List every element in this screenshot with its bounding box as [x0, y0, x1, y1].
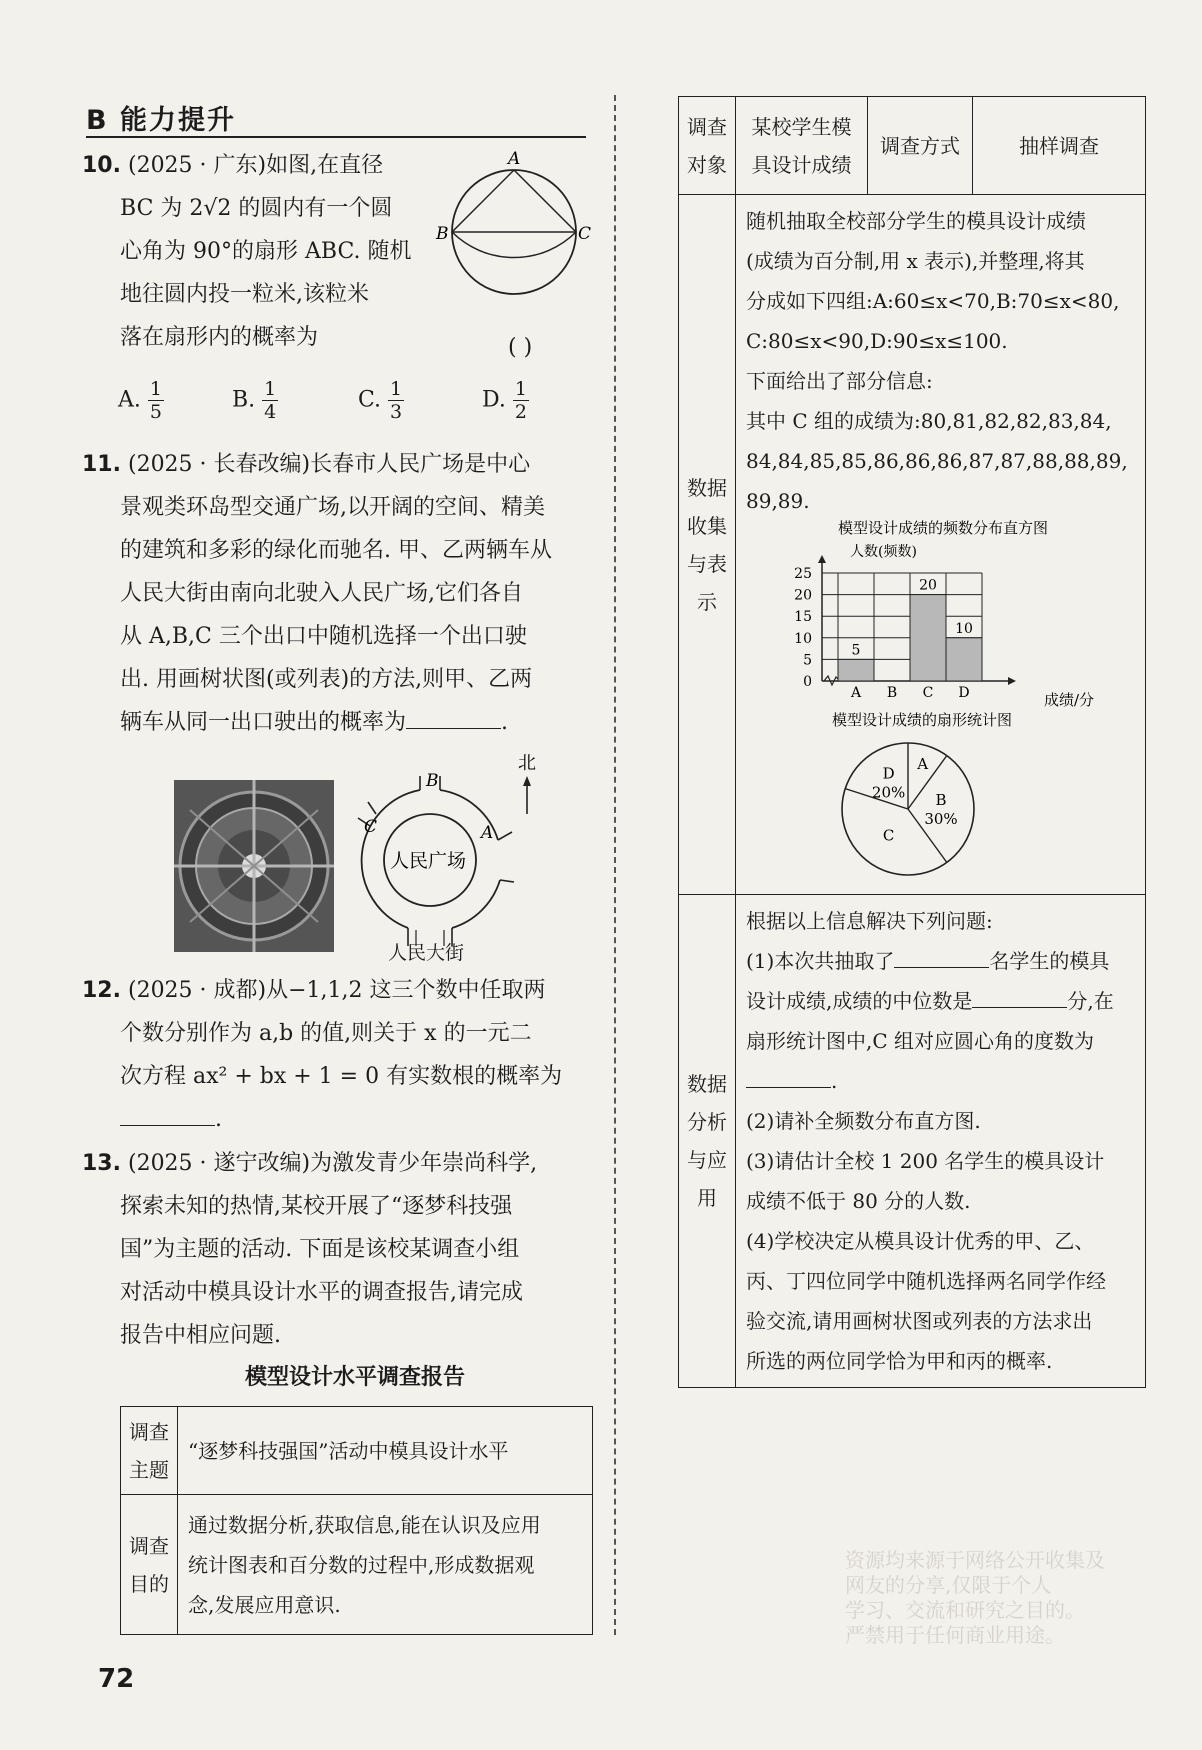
report-purpose	[178, 1495, 593, 1635]
label-line: 示	[697, 589, 717, 614]
histogram-ytick-label: 0	[803, 674, 812, 690]
section-underline	[86, 136, 586, 138]
histogram-title: 模型设计成绩的频数分布直方图	[838, 519, 1049, 537]
report-method: 抽样调查	[973, 97, 1146, 195]
analysis-text: 设计成绩,成绩的中位数是	[746, 989, 973, 1013]
watermark	[845, 1548, 1195, 1648]
q13-line: 报告中相应问题.	[120, 1323, 281, 1348]
pie-slice-label: B	[935, 791, 947, 809]
pie-slice-percent: 30%	[924, 810, 958, 828]
histogram-ytick-label: 25	[794, 566, 812, 582]
q10-option-d[interactable]	[482, 378, 529, 423]
histogram-value-label: 10	[955, 620, 973, 637]
q10-number: 10.	[82, 153, 121, 178]
watermark-line: 学习、交流和研究之目的。	[845, 1598, 1085, 1622]
histogram-ytick-label: 20	[794, 587, 812, 604]
section-title	[86, 98, 236, 137]
analysis-text: 名学生的模具	[989, 949, 1110, 973]
q10-line: 落在扇形内的概率为	[120, 325, 319, 350]
fraction-numerator: 1	[514, 378, 527, 400]
q11-end: .	[501, 710, 509, 735]
question-11	[82, 443, 552, 744]
q10-circle-figure	[436, 150, 596, 300]
q10-option-c[interactable]	[358, 378, 404, 423]
question-12	[82, 969, 562, 1141]
q11-line: 出. 用画树状图(或列表)的方法,则甲、乙两	[120, 667, 533, 692]
report-analysis-label	[679, 895, 736, 1388]
collect-line: 分成如下四组:A:60≤x<70,B:70≤x<80,	[746, 289, 1120, 313]
report-table-left	[120, 1406, 593, 1635]
histogram-x-arrow	[1008, 677, 1016, 685]
report-collect-label	[679, 195, 736, 895]
report-object	[736, 97, 868, 195]
watermark-line: 网友的分享,仅限于个人	[845, 1573, 1052, 1597]
analysis-text: (1)本次共抽取了	[746, 949, 895, 973]
analysis-text: 扇形统计图中,C 组对应圆心角的度数为	[746, 1029, 1095, 1053]
q11-line: 的建筑和多彩的绿化而驰名. 甲、乙两辆车从	[120, 538, 552, 563]
fraction-denominator: 4	[264, 401, 277, 423]
q10-answer-paren: ( )	[508, 335, 533, 360]
histogram-ylabel: 人数(频数)	[850, 544, 917, 560]
histogram-category-label: C	[922, 685, 934, 701]
q13-line: 探索未知的热情,某校开展了“逐梦科技强	[120, 1194, 513, 1219]
q12-answer-blank[interactable]	[120, 1103, 215, 1126]
fraction-denominator: 2	[514, 401, 527, 423]
analysis-question-4: 所选的两位同学恰为甲和丙的概率.	[746, 1349, 1053, 1373]
analysis-intro: 根据以上信息解决下列问题:	[746, 909, 993, 933]
label-line: 与应	[687, 1148, 727, 1172]
q11-center-label: 人民广场	[390, 850, 467, 872]
purpose-line: 统计图表和百分数的过程中,形成数据观	[188, 1552, 535, 1577]
q11-exit-b: B	[426, 771, 439, 791]
option-fraction	[262, 378, 278, 423]
fraction-denominator: 5	[149, 401, 162, 423]
report-topic: “逐梦科技强国”活动中模具设计水平	[178, 1407, 593, 1495]
label-line: 与表	[687, 551, 727, 576]
q10-option-a[interactable]	[118, 378, 164, 423]
histogram-y-arrow	[818, 555, 826, 563]
q11-aerial-photo	[174, 780, 334, 952]
report-method-label: 调查方式	[868, 97, 973, 195]
histogram-value-label: 20	[919, 577, 937, 594]
histogram-xlabel: 成绩/分	[1044, 691, 1095, 709]
purpose-line: 通过数据分析,获取信息,能在认识及应用	[188, 1512, 541, 1537]
label-line: 分析	[687, 1110, 727, 1134]
pie-slice-label: C	[882, 826, 895, 845]
pie-chart	[796, 711, 1096, 881]
q10-line: (2025 · 广东)如图,在直径	[127, 153, 384, 178]
q13-number: 13.	[82, 1151, 121, 1176]
q11-line: 人民大街由南向北驶入人民广场,它们各自	[120, 581, 523, 606]
q11-exit-a: A	[481, 823, 494, 843]
q12-line: (2025 · 成都)从−1,1,2 这三个数中任取两	[127, 978, 546, 1003]
sample-size-blank[interactable]	[894, 945, 989, 968]
collect-line: 84,84,85,85,86,86,86,87,87,88,88,89,	[746, 449, 1128, 473]
label-line: 数据	[687, 475, 727, 500]
question-13	[82, 1142, 537, 1357]
q11-line: (2025 · 长春改编)长春市人民广场是中心	[127, 452, 531, 477]
option-letter: D.	[482, 387, 506, 413]
analysis-question-4: (4)学校决定从模具设计优秀的甲、乙、	[746, 1229, 1095, 1253]
histogram-bar	[946, 638, 982, 681]
histogram-chart	[776, 519, 1095, 711]
watermark-line: 严禁用于任何商业用途。	[845, 1623, 1065, 1647]
collect-line: (成绩为百分制,用 x 表示),并整理,将其	[746, 249, 1085, 273]
object-line: 某校学生模	[751, 114, 852, 139]
q11-line: 景观类环岛型交通广场,以开阔的空间、精美	[120, 495, 545, 520]
label-line: 对象	[687, 152, 727, 177]
option-letter: C.	[358, 387, 382, 413]
q12-line: 次方程 ax² + bx + 1 = 0 有实数根的概率为	[120, 1064, 563, 1089]
q11-line: 辆车从同一出口驶出的概率为	[120, 710, 407, 735]
q11-exit-c: C	[364, 817, 378, 837]
report-object-label	[679, 97, 736, 195]
median-blank[interactable]	[972, 985, 1067, 1008]
q13-line: 对活动中模具设计水平的调查报告,请完成	[120, 1280, 523, 1305]
analysis-text: 分,在	[1067, 989, 1114, 1013]
object-line: 具设计成绩	[751, 152, 852, 177]
histogram-bar	[910, 595, 946, 681]
report-collect-text	[736, 195, 1145, 521]
q13-line: 国”为主题的活动. 下面是该校某调查小组	[120, 1237, 520, 1262]
q11-answer-blank[interactable]	[406, 706, 501, 729]
purpose-line: 念,发展应用意识.	[188, 1592, 341, 1617]
q10-line: 心角为 90°的扇形 ABC. 随机	[120, 239, 412, 264]
q10-label-a: A	[508, 149, 521, 169]
q10-line: 地往圆内投一粒米,该粒米	[120, 282, 369, 307]
label-line: 调查	[129, 1419, 169, 1444]
report-table-right	[678, 96, 1146, 1388]
histogram-ytick-label: 5	[803, 652, 812, 669]
question-10	[82, 144, 411, 359]
q10-option-b[interactable]	[232, 378, 278, 423]
q12-end: .	[215, 1107, 222, 1132]
analysis-question-4: 验交流,请用画树状图或列表的方法求出	[746, 1309, 1093, 1333]
report-title: 模型设计水平调查报告	[244, 1365, 465, 1390]
report-purpose-label	[121, 1495, 178, 1635]
fraction-denominator: 3	[390, 401, 403, 423]
q11-roundabout-diagram	[350, 752, 550, 964]
report-collect-cell	[736, 195, 1146, 895]
q11-north-label: 北	[518, 753, 536, 774]
page-number: 72	[98, 1664, 135, 1694]
section-heading: 能力提升	[120, 105, 236, 136]
angle-blank[interactable]	[746, 1065, 831, 1088]
analysis-question-3: 成绩不低于 80 分的人数.	[746, 1189, 971, 1213]
option-fraction	[388, 378, 404, 423]
q11-line: 从 A,B,C 三个出口中随机选择一个出口驶	[120, 624, 527, 649]
pie-slice-percent: 20%	[871, 783, 906, 802]
report-analysis	[736, 895, 1146, 1388]
section-letter: B	[86, 105, 109, 136]
collect-line: 随机抽取全校部分学生的模具设计成绩	[746, 209, 1086, 233]
histogram-ytick-label: 10	[794, 630, 812, 647]
label-line: 调查	[129, 1533, 169, 1558]
option-fraction	[148, 378, 164, 423]
report-topic-label	[121, 1407, 178, 1495]
pie-slice-label: D	[882, 764, 895, 783]
fraction-numerator: 1	[264, 378, 277, 400]
analysis-question-4: 丙、丁四位同学中随机选择两名同学作经	[746, 1269, 1106, 1293]
label-line: 调查	[687, 114, 727, 139]
collect-line: 其中 C 组的成绩为:80,81,82,82,83,84,	[746, 409, 1112, 433]
histogram-value-label: 5	[851, 642, 861, 659]
histogram-category-label: D	[958, 685, 970, 701]
fraction-numerator: 1	[390, 378, 403, 400]
option-letter: B.	[232, 387, 256, 413]
histogram-category-label: A	[850, 685, 862, 701]
fraction-numerator: 1	[149, 378, 162, 400]
watermark-line: 资源均来源于网络公开收集及	[845, 1548, 1105, 1572]
histogram-bar	[838, 659, 874, 681]
q12-number: 12.	[82, 978, 121, 1003]
pie-slice-label: A	[917, 754, 929, 773]
analysis-text: .	[831, 1069, 838, 1093]
q11-street-label: 人民大街	[388, 942, 465, 964]
collect-line: C:80≤x<90,D:90≤x≤100.	[746, 329, 1008, 353]
label-line: 用	[697, 1186, 717, 1210]
histogram-category-label: B	[886, 685, 898, 701]
analysis-question-2: (2)请补全频数分布直方图.	[746, 1109, 981, 1133]
column-divider	[614, 95, 616, 1635]
label-line: 主题	[129, 1457, 169, 1482]
q12-line: 个数分别作为 a,b 的值,则关于 x 的一元二	[120, 1021, 532, 1046]
q13-line: (2025 · 遂宁改编)为激发青少年崇尚科学,	[127, 1151, 538, 1176]
q10-label-c: C	[578, 224, 592, 244]
option-fraction	[513, 378, 529, 423]
collect-line: 下面给出了部分信息:	[746, 369, 933, 393]
q10-line: BC 为 2√2 的圆内有一个圆	[120, 196, 393, 221]
option-letter: A.	[118, 387, 141, 413]
analysis-question-3: (3)请估计全校 1 200 名学生的模具设计	[746, 1149, 1105, 1173]
histogram-ytick-label: 15	[794, 609, 812, 626]
label-line: 数据	[687, 1072, 727, 1096]
pie-title: 模型设计成绩的扇形统计图	[832, 711, 1013, 729]
collect-line: 89,89.	[746, 489, 810, 513]
q10-label-b: B	[436, 224, 449, 244]
label-line: 目的	[129, 1571, 169, 1596]
q11-number: 11.	[82, 452, 121, 477]
label-line: 收集	[687, 513, 727, 538]
